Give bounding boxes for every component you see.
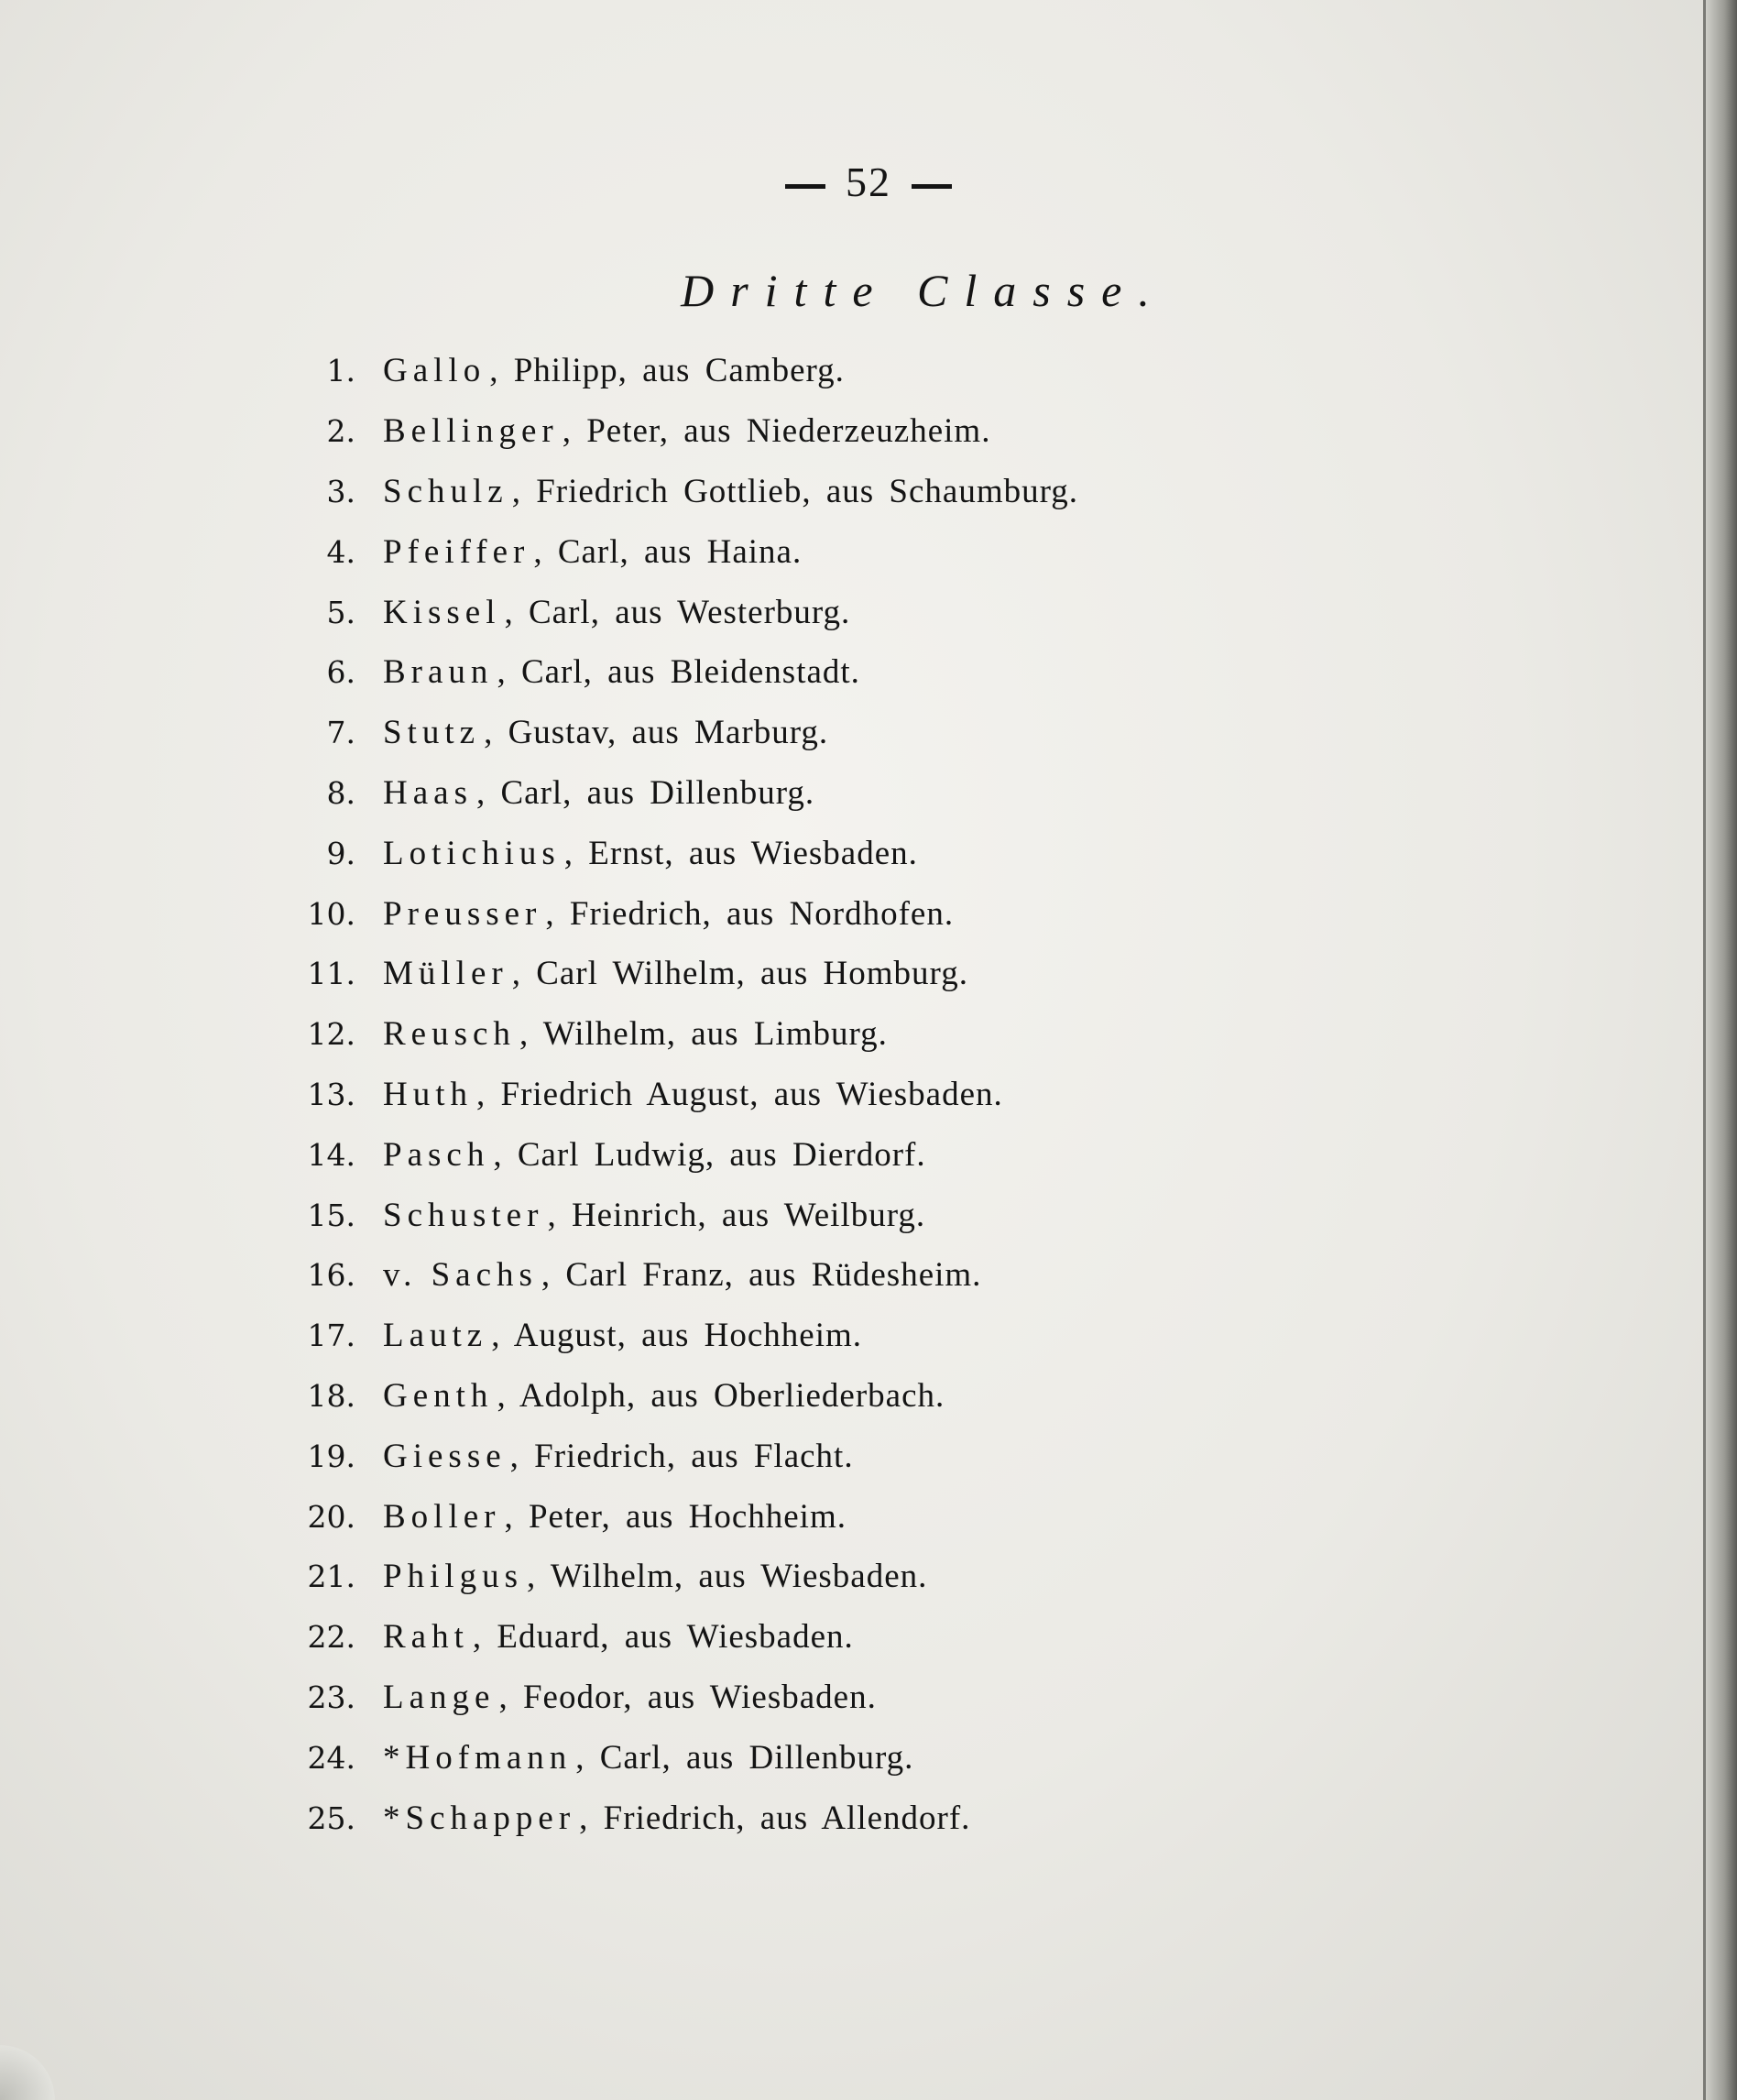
- entry-surname: Philgus: [383, 1558, 524, 1596]
- entry-number: 6.: [326, 654, 355, 691]
- entry-surname: Genth: [383, 1376, 494, 1415]
- entry-surname: Raht: [383, 1618, 469, 1657]
- entry-surname: Haas: [383, 773, 473, 812]
- list-item: [275, 1668, 1191, 1728]
- entry-number: 7.: [326, 715, 355, 751]
- entry-surname: *Schapper: [383, 1799, 576, 1837]
- entry-surname: Schuster: [383, 1196, 544, 1234]
- entry-number: 17.: [307, 1318, 355, 1354]
- entry-details: , Philipp, aus Camberg.: [489, 352, 845, 390]
- entry-surname: Lotichius: [383, 834, 561, 872]
- entry-surname: Pasch: [383, 1135, 490, 1174]
- entry-surname: Müller: [383, 955, 508, 993]
- list-item: [275, 1607, 1191, 1668]
- list-item: [275, 521, 1191, 582]
- entry-details: , Carl Ludwig, aus Dierdorf.: [493, 1135, 926, 1174]
- page-edge: [1706, 0, 1737, 2100]
- entry-number: 25.: [307, 1799, 355, 1836]
- list-item: [275, 823, 1191, 883]
- entry-surname: Schulz: [383, 472, 508, 510]
- entry-details: , Friedrich, aus Nordhofen.: [545, 894, 955, 933]
- entry-surname: Bellinger: [383, 412, 559, 451]
- entry-details: , Heinrich, aus Weilburg.: [547, 1196, 926, 1234]
- entry-number: 19.: [307, 1438, 355, 1474]
- list-item: [275, 1245, 1191, 1306]
- list-item: [275, 462, 1191, 522]
- entry-surname: Giesse: [383, 1437, 507, 1475]
- list-item: [275, 1124, 1191, 1185]
- entry-details: , Eduard, aus Wiesbaden.: [472, 1618, 854, 1657]
- class-heading: Dritte Classe.: [681, 265, 1166, 316]
- list-item: [275, 1306, 1191, 1366]
- entry-details: , Wilhelm, aus Limburg.: [519, 1015, 888, 1054]
- entry-number: 11.: [307, 956, 355, 992]
- entry-details: , August, aus Hochheim.: [491, 1317, 863, 1355]
- entry-details: , Carl, aus Dillenburg.: [575, 1738, 914, 1777]
- entry-surname: Huth: [383, 1075, 473, 1113]
- entry-details: , Carl Wilhelm, aus Homburg.: [511, 955, 968, 993]
- entry-details: , Friedrich, aus Flacht.: [509, 1437, 854, 1475]
- entry-number: 23.: [307, 1679, 355, 1715]
- entry-details: , Carl, aus Bleidenstadt.: [497, 653, 860, 692]
- entry-surname: Lange: [383, 1678, 496, 1716]
- left-dash: [785, 184, 825, 189]
- list-item: [275, 1065, 1191, 1125]
- entry-details: , Friedrich Gottlieb, aus Schaumburg.: [511, 472, 1079, 510]
- entry-number: 18.: [307, 1377, 355, 1414]
- entry-surname: Lautz: [383, 1317, 488, 1355]
- entry-number: 12.: [307, 1016, 355, 1053]
- entry-number: 21.: [307, 1559, 355, 1595]
- entry-details: , Carl, aus Dillenburg.: [475, 773, 815, 812]
- list-item: [275, 703, 1191, 763]
- entry-number: 24.: [307, 1739, 355, 1776]
- entry-number: 3.: [326, 473, 355, 509]
- list-item: [275, 1185, 1191, 1245]
- entry-number: 2.: [326, 413, 355, 450]
- entry-details: , Carl, aus Haina.: [533, 532, 803, 571]
- page-number: [0, 158, 1737, 206]
- entry-number: 5.: [326, 594, 355, 630]
- entry-number: 22.: [307, 1619, 355, 1656]
- list-item: [275, 642, 1191, 703]
- entry-surname: Stutz: [383, 714, 481, 752]
- entry-details: , Wilhelm, aus Wiesbaden.: [527, 1558, 928, 1596]
- entry-number: 20.: [307, 1498, 355, 1535]
- entry-number: 4.: [326, 533, 355, 570]
- entry-number: 16.: [307, 1257, 355, 1294]
- list-item: [275, 582, 1191, 642]
- entry-number: 10.: [307, 895, 355, 932]
- entry-number: 14.: [307, 1136, 355, 1173]
- list-item: [275, 1788, 1191, 1848]
- list-item: [275, 401, 1191, 462]
- list-item: [275, 944, 1191, 1004]
- list-item: [275, 341, 1191, 401]
- list-item: [275, 1486, 1191, 1547]
- list-item: [275, 883, 1191, 944]
- entry-number: 8.: [326, 774, 355, 811]
- entry-surname: Pfeiffer: [383, 532, 530, 571]
- entry-surname: v. Sachs: [383, 1256, 538, 1295]
- list-item: [275, 763, 1191, 824]
- entry-surname: Reusch: [383, 1015, 516, 1054]
- entry-details: , Peter, aus Niederzeuzheim.: [562, 412, 991, 451]
- entry-number: 9.: [326, 835, 355, 871]
- right-dash: [912, 184, 952, 189]
- entry-details: , Gustav, aus Marburg.: [484, 714, 829, 752]
- entry-surname: Preusser: [383, 894, 542, 933]
- entry-details: , Adolph, aus Oberliederbach.: [497, 1376, 945, 1415]
- entry-surname: Gallo: [383, 352, 486, 390]
- student-list: [275, 341, 1191, 1848]
- list-item: [275, 1547, 1191, 1607]
- page-corner: [0, 2045, 55, 2100]
- list-item: [275, 1426, 1191, 1486]
- entry-details: , Peter, aus Hochheim.: [504, 1497, 847, 1536]
- entry-number: 13.: [307, 1076, 355, 1112]
- list-item: [275, 1366, 1191, 1427]
- entry-number: 1.: [326, 353, 355, 389]
- entry-surname: Braun: [383, 653, 494, 692]
- entry-details: , Ernst, aus Wiesbaden.: [563, 834, 918, 872]
- entry-details: , Carl Franz, aus Rüdesheim.: [541, 1256, 982, 1295]
- entry-number: 15.: [307, 1197, 355, 1233]
- entry-details: , Friedrich August, aus Wiesbaden.: [476, 1075, 1003, 1113]
- entry-surname: Boller: [383, 1497, 501, 1536]
- entry-details: , Friedrich, aus Allendorf.: [579, 1799, 971, 1837]
- entry-surname: Kissel: [383, 593, 501, 631]
- page-number-value: 52: [846, 159, 891, 205]
- entry-details: , Carl, aus Westerburg.: [504, 593, 851, 631]
- list-item: [275, 1727, 1191, 1788]
- entry-details: , Feodor, aus Wiesbaden.: [498, 1678, 877, 1716]
- list-item: [275, 1004, 1191, 1065]
- entry-surname: *Hofmann: [383, 1738, 573, 1777]
